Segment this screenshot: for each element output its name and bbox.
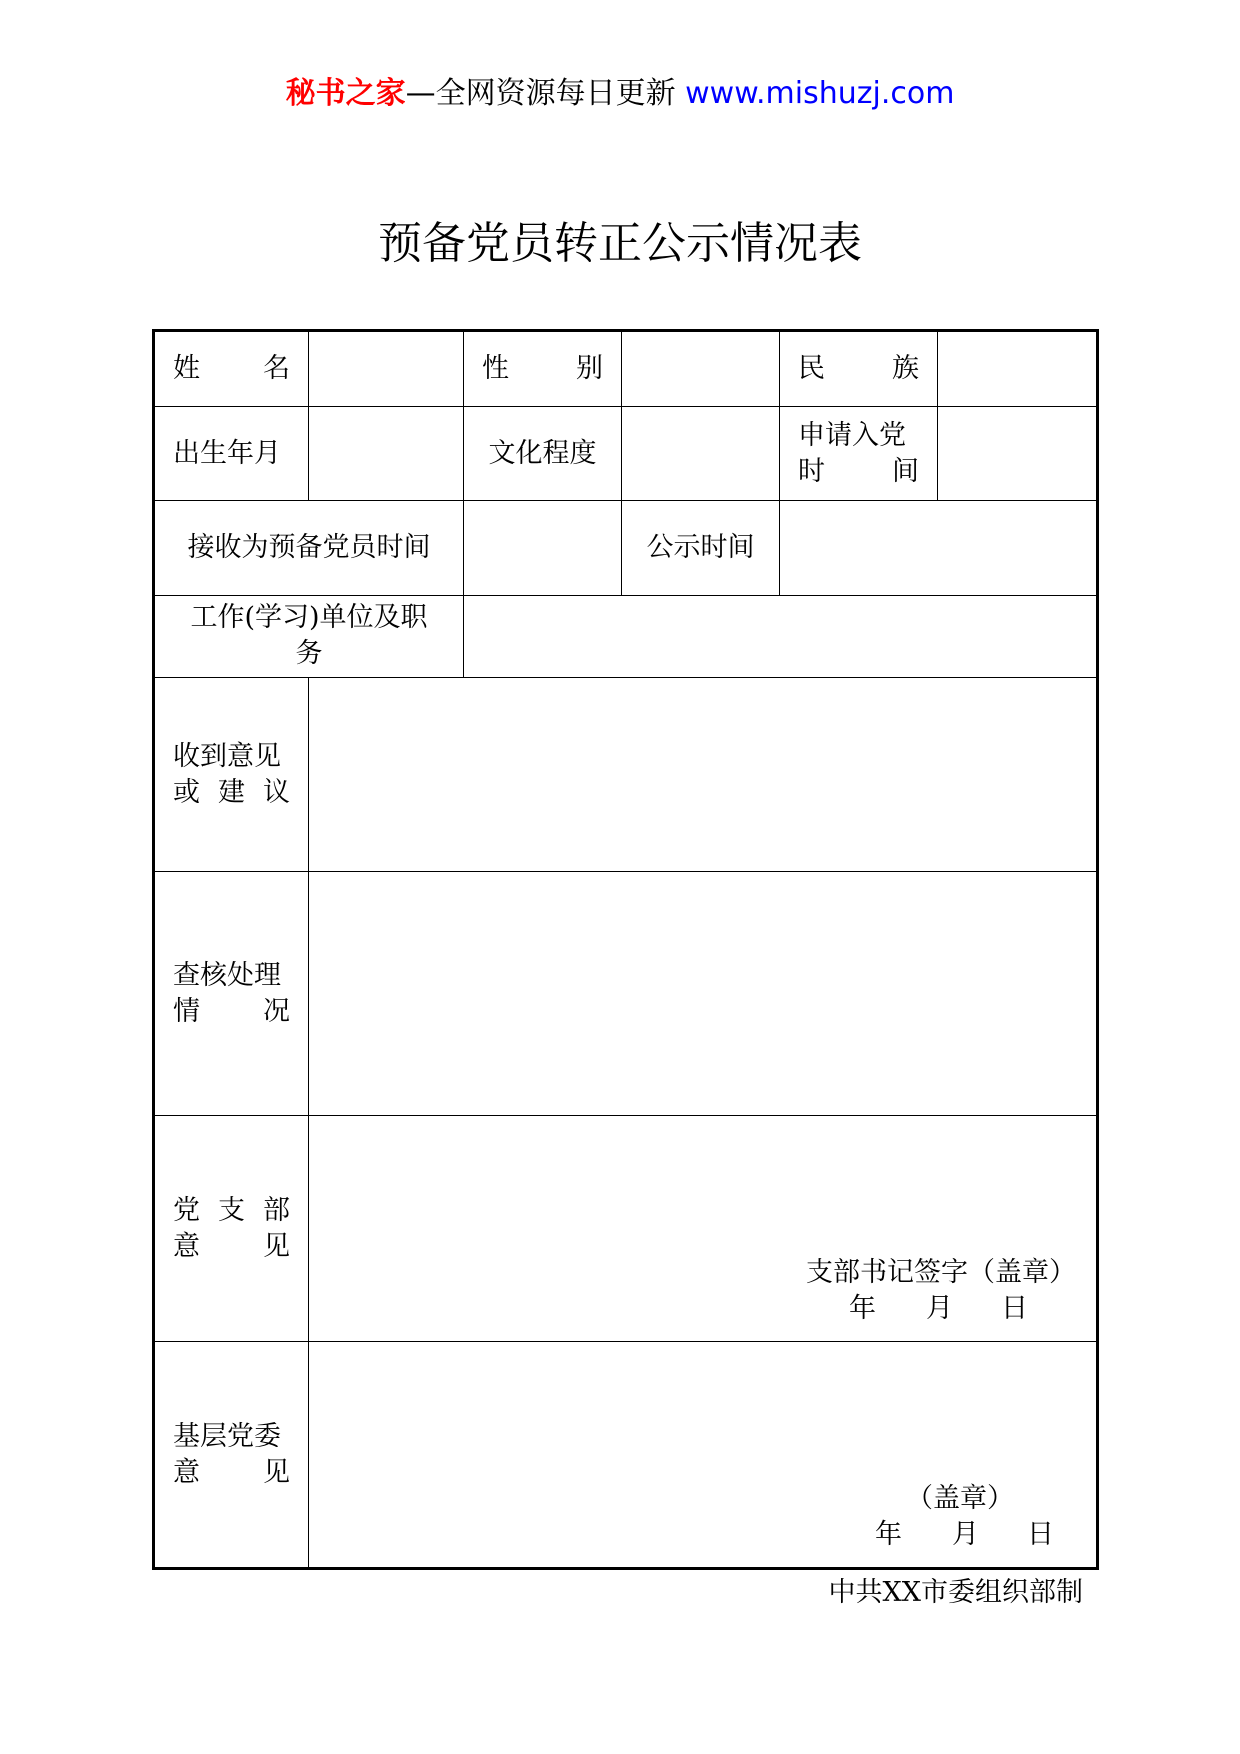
label-work-unit: 工作(学习)单位及职 务 — [154, 595, 464, 677]
field-education[interactable] — [622, 407, 780, 501]
banner-brand: 秘书之家 — [285, 76, 406, 111]
field-verification[interactable] — [309, 872, 1098, 1116]
field-publicity-time[interactable] — [780, 501, 1098, 595]
label-education: 文化程度 — [464, 407, 622, 501]
date-month: 月 — [952, 1519, 979, 1550]
label-ethnicity: 民 族 — [780, 331, 938, 407]
issuer-footer: 中共XX市委组织部制 — [828, 1577, 1083, 1608]
label-apply-time: 申请入党 时 间 — [780, 407, 938, 501]
field-birth[interactable] — [309, 407, 464, 501]
date-day: 日 — [1001, 1293, 1028, 1325]
label-committee-opinion: 基层党委 意 见 — [154, 1342, 309, 1569]
label-opinions: 收到意见 或 建 议 — [154, 677, 309, 871]
field-branch-opinion[interactable] — [309, 1115, 1098, 1342]
field-gender[interactable] — [622, 331, 780, 407]
date-month: 月 — [926, 1293, 953, 1325]
label-gender: 性 别 — [464, 331, 622, 407]
label-name: 姓 名 — [154, 331, 309, 407]
field-work-unit[interactable] — [464, 595, 1098, 677]
field-apply-time[interactable] — [938, 407, 1098, 501]
date-year: 年 — [875, 1519, 902, 1550]
label-verification: 查核处理 情 况 — [154, 872, 309, 1116]
committee-sign-block — [875, 1481, 1054, 1553]
label-publicity-time: 公示时间 — [622, 501, 780, 595]
seal-label: （盖章） — [906, 1483, 1014, 1514]
field-committee-opinion[interactable] — [309, 1342, 1098, 1569]
banner-tagline: —全网资源每日更新 — [405, 76, 686, 111]
publicity-form-table — [152, 329, 1099, 1570]
field-name[interactable] — [309, 331, 464, 407]
document-title: 预备党员转正公示情况表 — [378, 218, 862, 269]
date-day: 日 — [1027, 1519, 1054, 1550]
label-branch-opinion: 党 支 部 意 见 — [154, 1115, 309, 1342]
branch-sign-block — [806, 1255, 1076, 1327]
field-opinions[interactable] — [309, 677, 1098, 871]
date-year: 年 — [849, 1293, 876, 1325]
branch-sign-label: 支部书记签字（盖章） — [806, 1257, 1076, 1289]
field-ethnicity[interactable] — [938, 331, 1098, 407]
field-accepted-time[interactable] — [464, 501, 622, 595]
site-banner — [0, 74, 1240, 114]
label-accepted-time: 接收为预备党员时间 — [154, 501, 464, 595]
banner-url[interactable]: www.mishuzj.com — [685, 76, 955, 111]
label-birth: 出生年月 — [154, 407, 309, 501]
